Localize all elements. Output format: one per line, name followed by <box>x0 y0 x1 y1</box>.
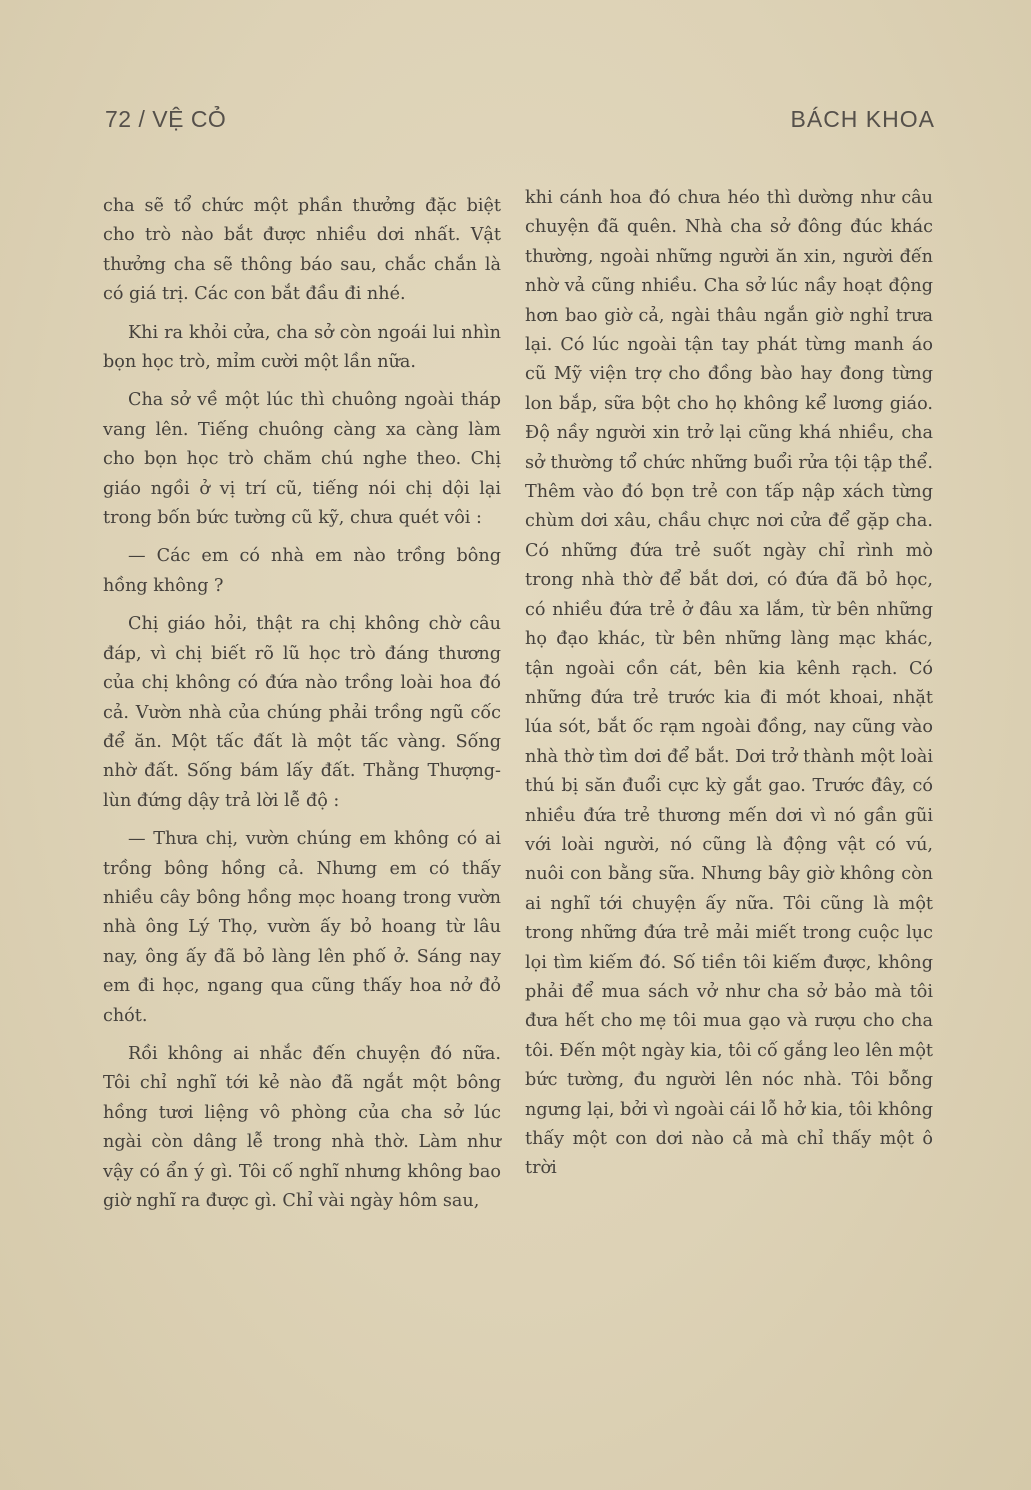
header-page-number-section: 72 / VỆ CỎ <box>105 106 227 132</box>
header-publication-title: BÁCH KHOA <box>790 106 935 132</box>
left-paragraph-5: Chị giáo hỏi, thật ra chị không chờ câu đáp, vì chị biết rõ lũ học trò đáng thương của chị không có đứa nào trồng loài hoa đó cả. Vườn nhà của chúng phải trồng ngũ cốc để ăn. Một tấc đất là một tấc vàng. Sống nhờ đất. Sống bám lấy đất. Thằng Thượng-lùn đứng dậy trả lời lễ độ : <box>103 614 501 811</box>
left-paragraph-1: cha sẽ tổ chức một phần thưởng đặc biệt cho trò nào bắt được nhiều dơi nhất. Vật thưởng cha sẽ thông báo sau, chắc chắn là có giá trị. Các con bắt đầu đi nhé. <box>103 196 501 305</box>
page-header <box>105 106 935 140</box>
left-paragraph-7: Rồi không ai nhắc đến chuyện đó nữa. Tôi chỉ nghĩ tới kẻ nào đã ngắt một bông hồng tươi liệng vô phòng của cha sở lúc ngài còn dâng lễ trong nhà thờ. Làm như vậy có ẩn ý gì. Tôi cố nghĩ nhưng không bao giờ nghĩ ra được gì. Chỉ vài ngày hôm sau, <box>103 1043 501 1211</box>
left-column <box>103 192 501 1216</box>
left-paragraph-6: — Thưa chị, vườn chúng em không có ai trồng bông hồng cả. Nhưng em có thấy nhiều cây bông hồng mọc hoang trong vườn nhà ông Lý Thọ, vườn ấy bỏ hoang từ lâu nay, ông ấy đã bỏ làng lên phố ở. Sáng nay em đi học, ngang qua cũng thấy hoa nở đỏ chót. <box>103 829 501 1026</box>
right-column <box>525 184 933 1184</box>
right-paragraph-1: khi cánh hoa đó chưa héo thì dường như câu chuyện đã quên. Nhà cha sở đông đúc khác thường, ngoài những người ăn xin, người đến nhờ vả cũng nhiều. Cha sở lúc nầy hoạt động hơn bao giờ cả, ngài thâu ngắn giờ nghỉ trưa lại. Có lúc ngoài tận tay phát từng manh áo cũ Mỹ viện trợ cho đồng bào hay đong từng lon bắp, sữa bột cho họ không kể lương giáo. Độ nầy người xin trở lại cũng khá nhiều, cha sở thường tổ chức những buổi rửa tội tập thể. Thêm vào đó bọn trẻ con tấp nập xách từng chùm dơi xâu, chầu chực nơi cửa để gặp cha. Có những đứa trẻ suốt ngày chỉ rình mò trong nhà thờ để bắt dơi, có đứa đã bỏ học, có nhiều đứa trẻ ở đâu xa lắm, từ bên những họ đạo khác, từ bên những làng mạc khác, tận ngoài cồn cát, bên kia kênh rạch. Có những đứa trẻ trước kia đi mót khoai, nhặt lúa sót, bắt ốc rạm ngoài đồng, nay cũng vào nhà thờ tìm dơi để bắt. Dơi trở thành một loài thú bị săn đuổi cực kỳ gắt gao. Trước đây, có nhiều đứa trẻ thương mến dơi vì nó gần gũi với loài người, nó cũng là động vật có vú, nuôi con bằng sữa. Nhưng bây giờ không còn ai nghĩ tới chuyện ấy nữa. Tôi cũng là một trong những đứa trẻ mải miết trong cuộc lục lọi tìm kiếm đó. Số tiền tôi kiếm được, không phải để mua sách vở như cha sở bảo mà tôi đưa hết cho mẹ tôi mua gạo và rượu cho cha tôi. Đến một ngày kia, tôi cố gắng leo lên một bức tường, đu người lên nóc nhà. Tôi bỗng ngưng lại, bởi vì ngoài cái lỗ hở kia, tôi không thấy một con dơi nào cả mà chỉ thấy một ô trời <box>525 188 933 1179</box>
left-paragraph-4: — Các em có nhà em nào trồng bông hồng không ? <box>103 546 501 596</box>
left-paragraph-2: Khi ra khỏi cửa, cha sở còn ngoái lui nhìn bọn học trò, mỉm cười một lần nữa. <box>103 322 501 373</box>
left-paragraph-3: Cha sở về một lúc thì chuông ngoài tháp vang lên. Tiếng chuông càng xa càng làm cho bọn học trò chăm chú nghe theo. Chị giáo ngồi ở vị trí cũ, tiếng nói chị dội lại trong bốn bức tường cũ kỹ, chưa quét vôi : <box>103 390 501 529</box>
